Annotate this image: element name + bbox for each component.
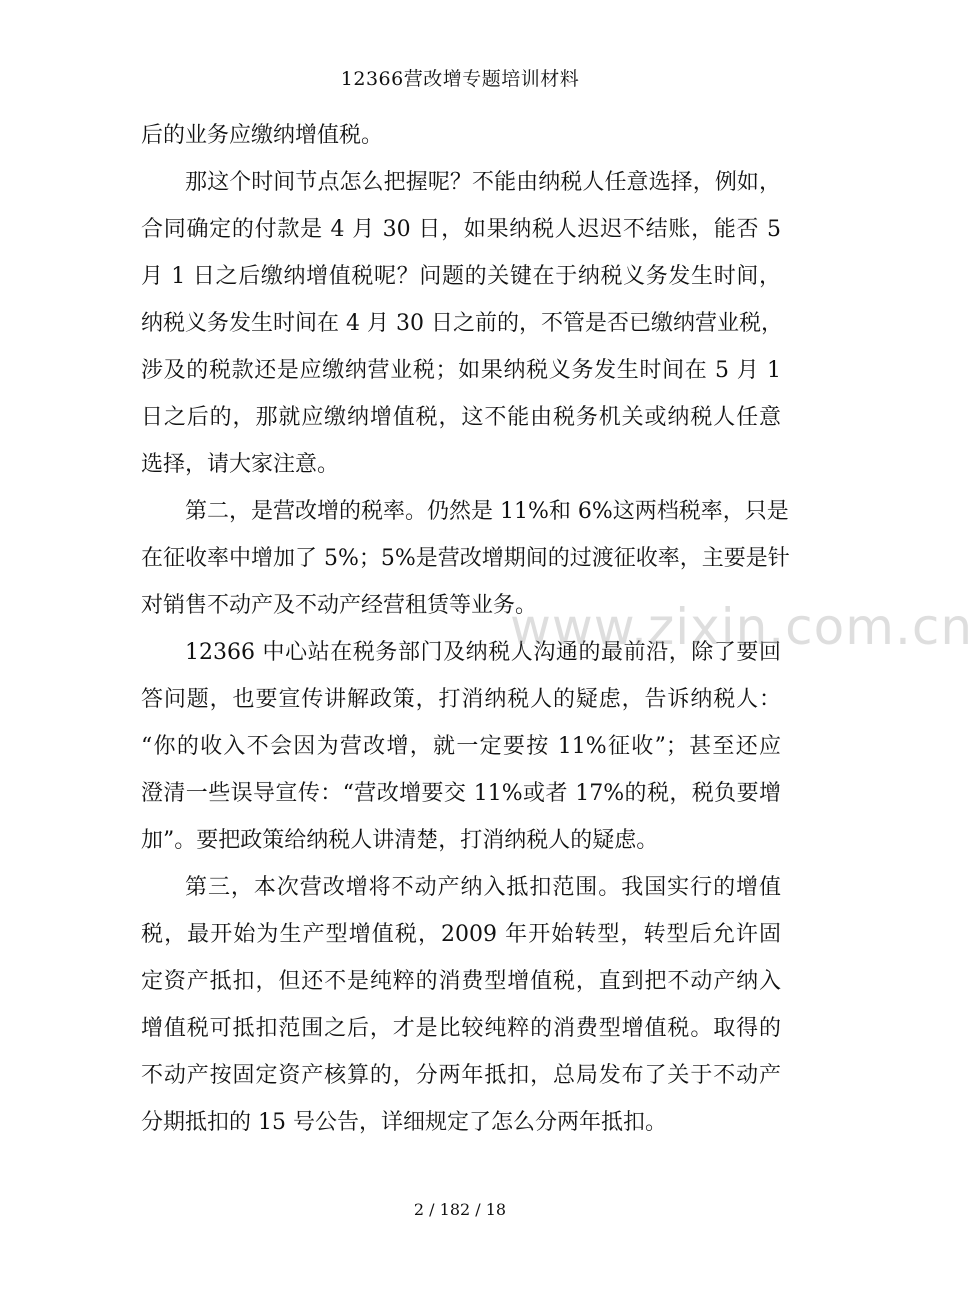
watermark: www.zixin.com.cn	[510, 598, 973, 656]
paragraph-line: 合同确定的付款是 4 月 30 日，如果纳税人迟迟不结账，能否 5	[141, 217, 781, 242]
paragraph-line: 月 1 日之后缴纳增值税呢？问题的关键在于纳税义务发生时间，	[141, 264, 781, 289]
paragraph-line: 第二，是营改增的税率。仍然是 11%和 6%这两档税率，只是	[185, 499, 789, 524]
paragraph-line: 增值税可抵扣范围之后，才是比较纯粹的消费型增值税。取得的	[141, 1016, 781, 1041]
page-number: 2 / 182 / 18	[413, 1200, 507, 1219]
paragraph-line: 澄清一些误导宣传：“营改增要交 11%或者 17%的税，税负要增	[141, 781, 781, 806]
paragraph-line: 涉及的税款还是应缴纳营业税；如果纳税义务发生时间在 5 月 1	[141, 358, 781, 383]
paragraph-line: 12366 中心站在税务部门及纳税人沟通的最前沿，除了要回	[185, 640, 781, 665]
paragraph-line: “你的收入不会因为营改增，就一定要按 11%征收”；甚至还应	[141, 734, 781, 759]
page-header-title: 12366营改增专题培训材料	[340, 68, 580, 90]
paragraph-line: 税，最开始为生产型增值税，2009 年开始转型，转型后允许固	[141, 922, 781, 947]
paragraph-line: 不动产按固定资产核算的，分两年抵扣，总局发布了关于不动产	[141, 1063, 781, 1088]
paragraph-line: 定资产抵扣，但还不是纯粹的消费型增值税，直到把不动产纳入	[141, 969, 781, 994]
paragraph-line: 日之后的，那就应缴纳增值税，这不能由税务机关或纳税人任意	[141, 405, 781, 430]
paragraph-line: 那这个时间节点怎么把握呢？不能由纳税人任意选择，例如，	[185, 170, 781, 195]
paragraph-line: 对销售不动产及不动产经营租赁等业务。	[141, 593, 538, 618]
paragraph-line: 第三，本次营改增将不动产纳入抵扣范围。我国实行的增值	[185, 875, 781, 900]
paragraph-line: 答问题，也要宣传讲解政策，打消纳税人的疑虑，告诉纳税人：	[141, 687, 781, 712]
paragraph-2	[141, 159, 781, 488]
paragraph-5	[141, 864, 781, 1146]
paragraph-4	[141, 629, 781, 864]
paragraph-line: 纳税义务发生时间在 4 月 30 日之前的，不管是否已缴纳营业税，	[141, 311, 783, 336]
paragraph-line: 分期抵扣的 15 号公告，详细规定了怎么分两年抵扣。	[141, 1110, 667, 1135]
paragraph-line: 加”。要把政策给纳税人讲清楚，打消纳税人的疑虑。	[141, 828, 659, 853]
paragraph-line: 后的业务应缴纳增值税。	[141, 123, 384, 148]
paragraph-line: 在征收率中增加了 5%；5%是营改增期间的过渡征收率，主要是针	[141, 546, 790, 571]
paragraph-1	[141, 112, 781, 159]
paragraph-line: 选择，请大家注意。	[141, 452, 340, 477]
